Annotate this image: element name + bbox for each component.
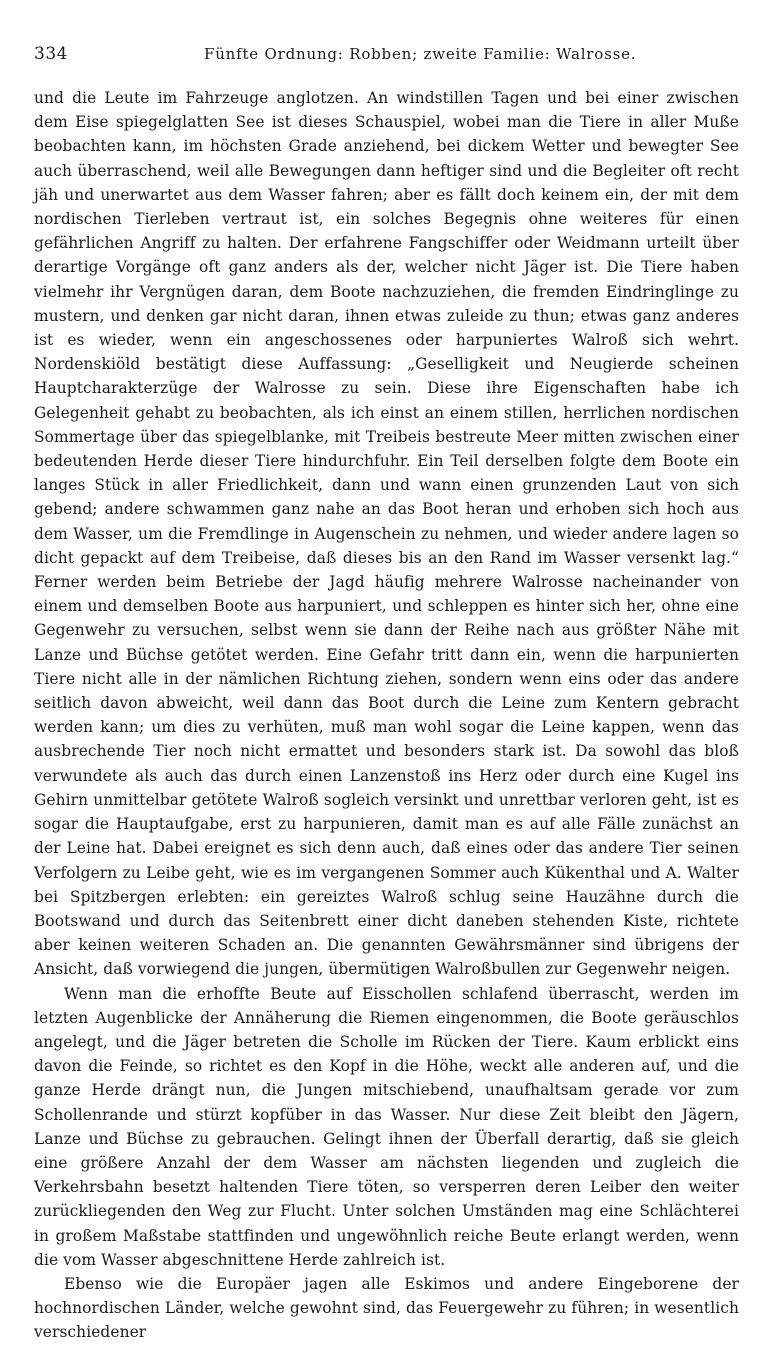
- page-header: [34, 44, 739, 66]
- paragraph: Ebenso wie die Europäer jagen alle Eskimos und andere Eingeborene der hochnordischen Länder, welche gewohnt sind, das Feuergewehr zu führen; in wesentlich verschiedener: [34, 1274, 739, 1342]
- paragraph: Wenn man die erhoffte Beute auf Eisschollen schlafend überrascht, werden im letzten Augenblicke der Annäherung die Riemen eingenommen, die Boote geräuschlos angelegt, und die Jäger betreten die Scholle im Rücken der Tiere. Kaum erblickt eins davon die Feinde, so richtet es den Kopf in die Höhe, weckt alle anderen auf, und die ganze Herde drängt nun, die Jungen mitschiebend, unaufhaltsam gerade vor zum Schollenrande und stürzt kopfüber in das Wasser. Nur diese Zeit bleibt den Jägern, Lanze und Büchse zu gebrauchen. Gelingt ihnen der Überfall derartig, daß sie gleich eine größere Anzahl der dem Wasser am nächsten liegenden und zugleich die Verkehrsbahn besetzt haltenden Tiere töten, so versperren deren Leiber den weiter zurückliegenden den Weg zur Flucht. Unter solchen Umständen mag eine Schlächterei in großem Maßstabe stattfinden und ungewöhnlich reiche Beute erlangt werden, wenn die vom Wasser abgeschnittene Herde zahlreich ist.: [34, 984, 739, 1269]
- running-head: Fünfte Ordnung: Robben; zweite Familie: Walrosse.: [204, 45, 637, 63]
- page-number: 334: [34, 44, 68, 64]
- paragraph-continued: und die Leute im Fahrzeuge anglotzen. An windstillen Tagen und bei einer zwischen dem Eise spiegelglatten See ist dieses Schauspiel, wobei man die Tiere in aller Muße beobachten kann, im höchsten Grade anziehend, bei dickem Wetter und bewegter See auch überraschend, weil alle Bewegungen dann heftiger sind und die Begleiter oft recht jäh und unerwartet aus dem Wasser fahren; aber es fällt doch keinem ein, der mit dem nordischen Tierleben vertraut ist, ein solches Begegnis ohne weiteres für einen gefährlichen Angriff zu halten. Der erfahrene Fangschiffer oder Weidmann urteilt über derartige Vorgänge oft ganz anders als der, welcher nicht Jäger ist. Die Tiere haben vielmehr ihr Vergnügen daran, dem Boote nachzuziehen, die fremden Eindringlinge zu mustern, und denken gar nicht daran, ihnen etwas zuleide zu thun; etwas ganz anderes ist es wieder, wenn ein angeschossenes oder harpuniertes Walroß sich wehrt. Nordenskiöld bestätigt diese Auffassung: „Geselligkeit und Neugierde scheinen Hauptcharakterzüge der Walrosse zu sein. Diese ihre Eigenschaften habe ich Gelegenheit gehabt zu beobachten, als ich einst an einem stillen, herrlichen nordischen Sommertage über das spiegelblanke, mit Treibeis bestreute Meer mitten zwischen einer bedeutenden Herde dieser Tiere hindurchfuhr. Ein Teil derselben folgte dem Boote ein langes Stück in aller Friedlichkeit, dann und wann einen grunzenden Laut von sich gebend; andere schwammen ganz nahe an das Boot heran und erhoben sich hoch aus dem Wasser, um die Fremdlinge in Augenschein zu nehmen, und wieder andere lagen so dicht gepackt auf dem Treibeise, daß dieses bis an den Rand im Wasser versenkt lag.“ Ferner werden beim Betriebe der Jagd häufig mehrere Walrosse nacheinander von einem und demselben Boote aus harpuniert, und schleppen es hinter sich her, ohne eine Gegenwehr zu versuchen, selbst wenn sie dann der Reihe nach aus größter Nähe mit Lanze und Büchse getötet werden. Eine Gefahr tritt dann ein, wenn die harpunierten Tiere nicht alle in der nämlichen Richtung ziehen, sondern wenn eins oder das andere seitlich davon abweicht, weil dann das Boot durch die Leine zum Kentern gebracht werden kann; um dies zu verhüten, muß man wohl sogar die Leine kappen, wenn das ausbrechende Tier noch nicht ermattet und besonders stark ist. Da sowohl das bloß verwundete als auch das durch einen Lanzenstoß ins Herz oder durch eine Kugel ins Gehirn unmittelbar getötete Walroß sogleich versinkt und unrettbar verloren geht, ist es sogar die Hauptaufgabe, erst zu harpunieren, damit man es auf alle Fälle zunächst an der Leine hat. Dabei ereignet es sich denn auch, daß eines oder das andere Tier seinen Verfolgern zu Leibe geht, wie es im vergangenen Sommer auch Kükenthal und A. Walter bei Spitzbergen erlebten: ein gereiztes Walroß schlug seine Hauzähne durch die Bootswand und durch das Seitenbrett einer dicht daneben stehenden Kiste, richtete aber keinen weiteren Schaden an. Die genannten Gewährsmänner sind übrigens der Ansicht, daß vorwiegend die jungen, übermütigen Walroßbullen zur Gegenwehr neigen.: [34, 89, 739, 979]
- body-text: [34, 86, 739, 1345]
